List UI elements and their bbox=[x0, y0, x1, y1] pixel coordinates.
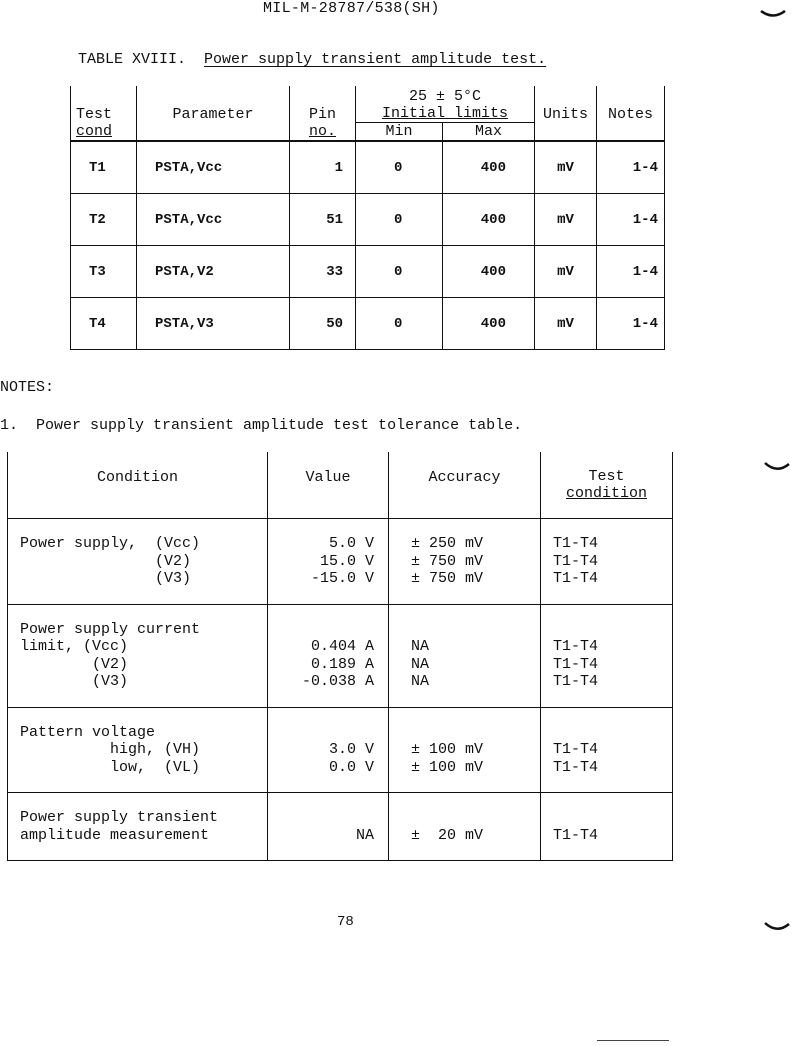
cell-line: ± 100 mV bbox=[411, 758, 484, 776]
cell-cond: T1 bbox=[71, 141, 137, 194]
cell-line: ± 250 mV bbox=[411, 535, 484, 552]
cell-line: T1-T4 bbox=[553, 758, 599, 776]
cell-line: T1-T4 bbox=[553, 570, 599, 587]
cell-line: (V3) bbox=[20, 570, 192, 587]
cell-line: T1-T4 bbox=[553, 535, 599, 552]
table-label: TABLE XVIII. bbox=[78, 51, 187, 68]
cell-min: 0 bbox=[356, 141, 443, 194]
cell-pin: 1 bbox=[290, 141, 356, 194]
cell-param: PSTA,Vcc bbox=[137, 194, 290, 246]
footer-rule bbox=[597, 1040, 669, 1041]
cell-condition bbox=[8, 793, 268, 861]
cell-line: NA bbox=[355, 826, 374, 844]
cell-accuracy bbox=[389, 793, 541, 861]
cell-test-condition bbox=[541, 707, 673, 793]
cell-condition bbox=[8, 707, 268, 793]
cell-units: mV bbox=[535, 298, 597, 350]
table-caption: Power supply transient amplitude test. bbox=[204, 51, 547, 68]
header-limits bbox=[356, 86, 535, 123]
cell-notes: 1-4 bbox=[597, 194, 665, 246]
header-condition: Condition bbox=[8, 452, 268, 519]
cell-line: amplitude measurement bbox=[20, 826, 210, 844]
table-title bbox=[78, 51, 546, 68]
cell-max: 400 bbox=[443, 194, 535, 246]
cell-line bbox=[553, 724, 672, 742]
cell-min: 0 bbox=[356, 298, 443, 350]
binding-mark bbox=[764, 462, 790, 470]
note-1: 1. Power supply transient amplitude test tolerance table. bbox=[0, 417, 523, 434]
header-parameter: Parameter bbox=[137, 86, 290, 141]
cell-line: Pattern voltage bbox=[20, 723, 156, 741]
cell-min: 0 bbox=[356, 246, 443, 298]
cell-pin: 33 bbox=[290, 246, 356, 298]
cell-line: ± 100 mV bbox=[411, 741, 484, 758]
header-accuracy: Accuracy bbox=[389, 452, 541, 519]
binding-mark bbox=[764, 922, 790, 930]
cell-line: ± 20 mV bbox=[411, 826, 484, 844]
notes-heading: NOTES: bbox=[0, 379, 55, 396]
cell-cond: T2 bbox=[71, 194, 137, 246]
cell-line: T1-T4 bbox=[553, 673, 599, 690]
header-notes: Notes bbox=[597, 86, 665, 141]
header-temp: 25 ± 5°C bbox=[408, 88, 481, 105]
cell-param: PSTA,V3 bbox=[137, 298, 290, 350]
cell-cond: T3 bbox=[71, 246, 137, 298]
cell-param: PSTA,V2 bbox=[137, 246, 290, 298]
table-row bbox=[8, 793, 673, 861]
table-row bbox=[71, 298, 665, 350]
cell-notes: 1-4 bbox=[597, 141, 665, 194]
table-row bbox=[71, 194, 665, 246]
cell-test-condition bbox=[541, 604, 673, 707]
cell-line bbox=[411, 724, 540, 742]
cell-line: NA bbox=[411, 673, 430, 690]
table-row bbox=[8, 519, 673, 605]
table-row bbox=[8, 604, 673, 707]
cell-condition bbox=[8, 519, 268, 605]
cell-line: NA bbox=[411, 638, 430, 655]
header-test-cond: Test cond bbox=[71, 86, 137, 141]
cell-line bbox=[411, 621, 540, 639]
cell-test-condition bbox=[541, 519, 673, 605]
header-test-condition: Test condition bbox=[541, 452, 673, 519]
tolerance-table bbox=[7, 452, 673, 861]
table-row bbox=[71, 246, 665, 298]
cell-line: 3.0 V bbox=[328, 741, 374, 758]
cell-cond: T4 bbox=[71, 298, 137, 350]
cell-line: Power supply transient bbox=[20, 809, 219, 826]
cell-line: (V3) bbox=[20, 673, 129, 690]
cell-line: T1-T4 bbox=[553, 655, 599, 673]
cell-notes: 1-4 bbox=[597, 246, 665, 298]
cell-units: mV bbox=[535, 194, 597, 246]
document-id: MIL-M-28787/538(SH) bbox=[263, 0, 440, 17]
cell-line: 0.404 A bbox=[310, 638, 374, 655]
cell-accuracy bbox=[389, 604, 541, 707]
cell-line: Power supply, (Vcc) bbox=[20, 535, 201, 552]
cell-param: PSTA,Vcc bbox=[137, 141, 290, 194]
header-value: Value bbox=[268, 452, 389, 519]
cell-line: T1-T4 bbox=[553, 552, 599, 570]
header-max: Max bbox=[443, 123, 535, 142]
header-initial-limits: Initial limits bbox=[381, 105, 509, 122]
cell-line: (V2) bbox=[20, 655, 129, 673]
cell-line bbox=[553, 621, 672, 639]
header-pin: Pin no. bbox=[290, 86, 356, 141]
cell-line: T1-T4 bbox=[553, 638, 599, 655]
cell-value bbox=[268, 707, 389, 793]
cell-test-condition bbox=[541, 793, 673, 861]
cell-accuracy bbox=[389, 707, 541, 793]
page-number: 78 bbox=[337, 914, 354, 930]
cell-line bbox=[411, 809, 540, 827]
cell-min: 0 bbox=[356, 194, 443, 246]
cell-line: (V2) bbox=[20, 552, 192, 570]
cell-max: 400 bbox=[443, 141, 535, 194]
cell-line: NA bbox=[411, 655, 430, 673]
cell-line: high, (VH) bbox=[20, 741, 201, 758]
cell-line: 5.0 V bbox=[328, 535, 374, 552]
cell-pin: 51 bbox=[290, 194, 356, 246]
cell-line: 15.0 V bbox=[319, 552, 374, 570]
cell-value bbox=[268, 519, 389, 605]
cell-line: Power supply current bbox=[20, 620, 201, 638]
cell-line: T1-T4 bbox=[553, 741, 599, 758]
cell-notes: 1-4 bbox=[597, 298, 665, 350]
cell-units: mV bbox=[535, 246, 597, 298]
cell-pin: 50 bbox=[290, 298, 356, 350]
cell-condition bbox=[8, 604, 268, 707]
cell-line: limit, (Vcc) bbox=[20, 638, 129, 655]
cell-line: T1-T4 bbox=[553, 826, 599, 844]
cell-line bbox=[268, 621, 374, 639]
cell-accuracy bbox=[389, 519, 541, 605]
cell-line: ± 750 mV bbox=[411, 552, 484, 570]
cell-line: -0.038 A bbox=[301, 673, 374, 690]
cell-max: 400 bbox=[443, 298, 535, 350]
binding-mark bbox=[760, 10, 786, 18]
cell-max: 400 bbox=[443, 246, 535, 298]
cell-units: mV bbox=[535, 141, 597, 194]
cell-line bbox=[268, 724, 374, 742]
header-min: Min bbox=[356, 123, 443, 142]
table-row bbox=[8, 707, 673, 793]
table-row bbox=[71, 141, 665, 194]
header-units: Units bbox=[535, 86, 597, 141]
cell-line: 0.189 A bbox=[310, 655, 374, 673]
cell-line: low, (VL) bbox=[20, 758, 201, 776]
cell-line: -15.0 V bbox=[310, 570, 374, 587]
cell-value bbox=[268, 793, 389, 861]
cell-line bbox=[268, 809, 374, 827]
cell-line: ± 750 mV bbox=[411, 570, 484, 587]
psta-table bbox=[70, 86, 665, 350]
cell-line bbox=[553, 809, 672, 827]
cell-value bbox=[268, 604, 389, 707]
cell-line: 0.0 V bbox=[328, 758, 374, 776]
